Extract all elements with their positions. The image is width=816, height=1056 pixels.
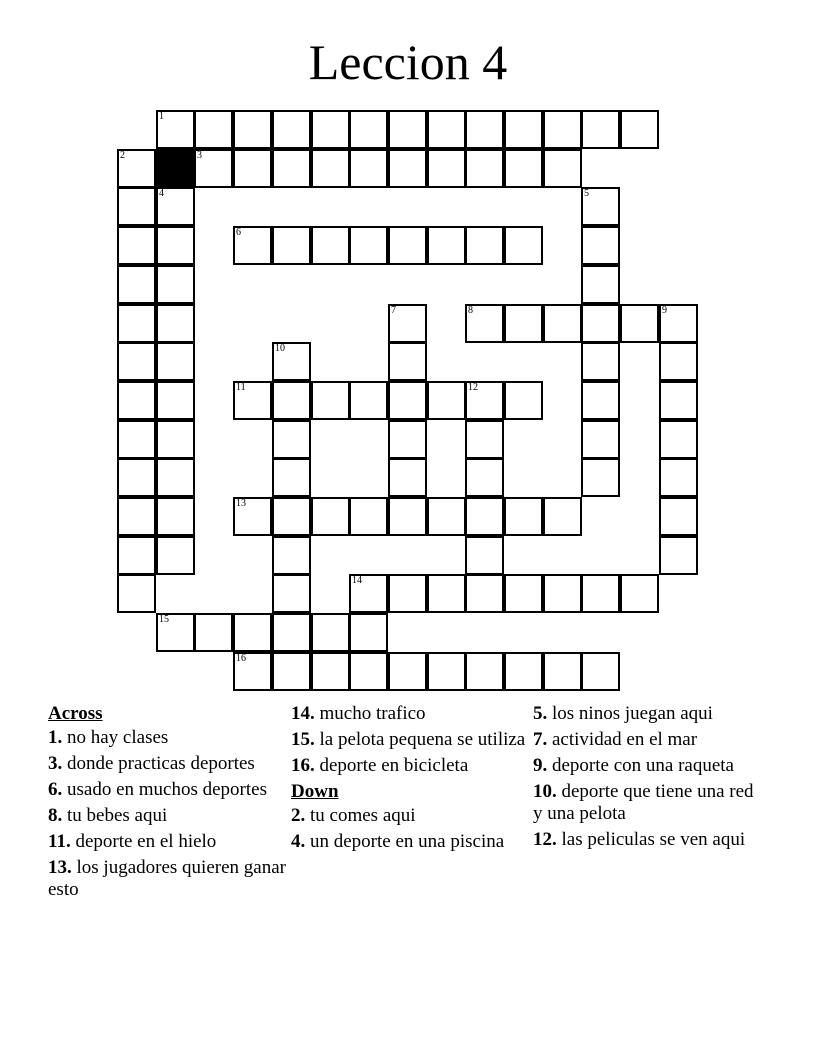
grid-cell[interactable]: [117, 420, 156, 459]
clue-text: las peliculas se ven aqui: [556, 829, 746, 850]
grid-cell[interactable]: [388, 381, 427, 420]
grid-cell[interactable]: [349, 149, 388, 188]
clues-column-3: [533, 703, 763, 855]
grid-cell[interactable]: [465, 304, 504, 343]
grid-cell[interactable]: [388, 652, 427, 691]
grid-cell[interactable]: [504, 381, 543, 420]
grid-cell[interactable]: [427, 497, 466, 536]
grid-cell[interactable]: [659, 304, 698, 343]
grid-cell[interactable]: [311, 226, 350, 265]
grid-cell[interactable]: [388, 110, 427, 149]
grid-cell[interactable]: [388, 420, 427, 459]
grid-cell[interactable]: [620, 574, 659, 613]
grid-cell[interactable]: [311, 381, 350, 420]
grid-cell[interactable]: [465, 226, 504, 265]
clue-number: 2: [120, 150, 125, 161]
grid-cell[interactable]: [349, 574, 388, 613]
clue: [533, 703, 763, 725]
grid-cell[interactable]: [156, 265, 195, 304]
grid-cell[interactable]: [388, 497, 427, 536]
grid-cell[interactable]: [272, 458, 311, 497]
grid-cell[interactable]: [117, 458, 156, 497]
grid-cell[interactable]: [465, 110, 504, 149]
grid-cell[interactable]: [156, 110, 195, 149]
clue-num: 7.: [533, 729, 548, 750]
grid-cell[interactable]: [543, 652, 582, 691]
grid-cell[interactable]: [543, 110, 582, 149]
grid-cell[interactable]: [117, 304, 156, 343]
grid-cell[interactable]: [156, 342, 195, 381]
clue: [533, 829, 763, 851]
clue-text: mucho trafico: [314, 703, 426, 724]
clues-column-2: [291, 703, 531, 857]
grid-cell[interactable]: [581, 381, 620, 420]
grid-cell[interactable]: [504, 574, 543, 613]
grid-cell[interactable]: [156, 497, 195, 536]
grid-cell[interactable]: [349, 226, 388, 265]
grid-cell[interactable]: [504, 497, 543, 536]
grid-cell[interactable]: [156, 613, 195, 652]
grid-cell[interactable]: [427, 381, 466, 420]
clue-number: 9: [662, 305, 667, 316]
grid-cell[interactable]: [117, 574, 156, 613]
clue: [48, 753, 288, 775]
across-heading: Across: [48, 703, 103, 724]
clue: [48, 805, 288, 827]
grid-cell[interactable]: [349, 110, 388, 149]
grid-cell[interactable]: [349, 613, 388, 652]
clue-text: donde practicas deportes: [62, 753, 255, 774]
clue-number: 5: [584, 188, 589, 199]
grid-cell[interactable]: [427, 110, 466, 149]
grid-cell[interactable]: [504, 652, 543, 691]
grid-cell[interactable]: [388, 304, 427, 343]
grid-cell[interactable]: [465, 149, 504, 188]
clue-number: 4: [159, 188, 164, 199]
clue: [291, 805, 531, 827]
clue-number: 8: [468, 305, 473, 316]
grid-cell[interactable]: [117, 381, 156, 420]
clue-number: 7: [391, 305, 396, 316]
clue-text: los jugadores quieren ganar esto: [48, 857, 286, 900]
clue-number: 14: [352, 575, 362, 586]
clue-num: 3.: [48, 753, 63, 774]
clue-text: tu bebes aqui: [62, 805, 168, 826]
clue-text: deporte en bicicleta: [314, 755, 469, 776]
grid-cell[interactable]: [233, 226, 272, 265]
clue-num: 12.: [533, 829, 557, 850]
grid-cell[interactable]: [117, 497, 156, 536]
clue-text: usado en muchos deportes: [62, 779, 267, 800]
grid-cell[interactable]: [272, 149, 311, 188]
clue-num: 2.: [291, 805, 306, 826]
grid-cell[interactable]: [659, 342, 698, 381]
grid-cell[interactable]: [272, 497, 311, 536]
clue: [291, 729, 531, 751]
clue: [533, 781, 763, 825]
grid-cell[interactable]: [427, 149, 466, 188]
grid-cell[interactable]: [504, 110, 543, 149]
grid-cell[interactable]: [272, 613, 311, 652]
clue-number: 1: [159, 111, 164, 122]
clue: [291, 703, 531, 725]
grid-cell[interactable]: [581, 265, 620, 304]
grid-cell[interactable]: [272, 342, 311, 381]
grid-cell[interactable]: [581, 420, 620, 459]
grid-cell[interactable]: [388, 574, 427, 613]
grid-cell[interactable]: [659, 458, 698, 497]
grid-cell[interactable]: [388, 149, 427, 188]
grid-cell[interactable]: [117, 226, 156, 265]
clue: [291, 831, 531, 853]
grid-cell[interactable]: [117, 342, 156, 381]
clue: [48, 831, 288, 853]
clue-number: 12: [468, 382, 478, 393]
grid-cell[interactable]: [233, 149, 272, 188]
clue-num: 15.: [291, 729, 315, 750]
grid-cell[interactable]: [233, 381, 272, 420]
grid-cell[interactable]: [543, 149, 582, 188]
clue-num: 1.: [48, 727, 63, 748]
clue-text: deporte en el hielo: [70, 831, 217, 852]
clues-column-1: [48, 703, 288, 905]
grid-cell[interactable]: [233, 613, 272, 652]
grid-cell[interactable]: [581, 458, 620, 497]
clue-text: los ninos juegan aqui: [547, 703, 713, 724]
grid-cell[interactable]: [427, 574, 466, 613]
grid-cell[interactable]: [117, 265, 156, 304]
grid-cell[interactable]: [156, 536, 195, 575]
grid-cell[interactable]: [581, 304, 620, 343]
clue-num: 11.: [48, 831, 71, 852]
grid-cell[interactable]: [272, 226, 311, 265]
grid-cell[interactable]: [233, 652, 272, 691]
grid-cell[interactable]: [465, 458, 504, 497]
clue-number: 11: [236, 382, 246, 393]
grid-cell[interactable]: [272, 381, 311, 420]
grid-cell[interactable]: [156, 458, 195, 497]
grid-cell[interactable]: [504, 149, 543, 188]
grid-cell[interactable]: [388, 458, 427, 497]
puzzle-title: Leccion 4: [308, 34, 508, 90]
clue-text: actividad en el mar: [547, 729, 698, 750]
grid-cell[interactable]: [581, 226, 620, 265]
clue: [533, 729, 763, 751]
clue-text: la pelota pequena se utiliza: [314, 729, 526, 750]
grid-cell[interactable]: [233, 110, 272, 149]
grid-cell[interactable]: [465, 497, 504, 536]
grid-cell[interactable]: [272, 110, 311, 149]
grid-cell[interactable]: [311, 497, 350, 536]
grid-cell[interactable]: [659, 381, 698, 420]
grid-cell[interactable]: [581, 574, 620, 613]
clue: [291, 755, 531, 777]
clue: [533, 755, 763, 777]
grid-cell[interactable]: [620, 110, 659, 149]
grid-cell[interactable]: [311, 613, 350, 652]
grid-cell[interactable]: [156, 187, 195, 226]
grid-cell[interactable]: [504, 226, 543, 265]
clue-text: tu comes aqui: [305, 805, 416, 826]
clue-num: 4.: [291, 831, 306, 852]
grid-cell[interactable]: [504, 304, 543, 343]
grid-cell[interactable]: [349, 652, 388, 691]
grid-cell[interactable]: [543, 497, 582, 536]
grid-cell[interactable]: [581, 110, 620, 149]
grid-cell[interactable]: [117, 187, 156, 226]
grid-cell[interactable]: [543, 304, 582, 343]
clue-text: no hay clases: [62, 727, 169, 748]
clue-num: 10.: [533, 781, 557, 802]
clue: [48, 779, 288, 801]
grid-cell[interactable]: [233, 497, 272, 536]
grid-cell[interactable]: [117, 536, 156, 575]
grid-cell[interactable]: [156, 226, 195, 265]
grid-cell[interactable]: [581, 187, 620, 226]
grid-cell[interactable]: [194, 613, 233, 652]
grid-cell[interactable]: [194, 110, 233, 149]
clue-num: 13.: [48, 857, 72, 878]
grid-cell[interactable]: [465, 381, 504, 420]
black-cell: [156, 149, 195, 188]
clue-num: 6.: [48, 779, 63, 800]
grid-cell[interactable]: [156, 381, 195, 420]
grid-cell[interactable]: [349, 381, 388, 420]
grid-cell[interactable]: [388, 342, 427, 381]
grid-cell[interactable]: [581, 342, 620, 381]
clue-text: deporte con una raqueta: [547, 755, 734, 776]
grid-cell[interactable]: [349, 497, 388, 536]
down-heading: Down: [291, 781, 339, 802]
clue-number: 16: [236, 653, 246, 664]
grid-cell[interactable]: [272, 574, 311, 613]
grid-cell[interactable]: [581, 652, 620, 691]
grid-cell[interactable]: [465, 652, 504, 691]
clue-num: 5.: [533, 703, 548, 724]
clue-text: un deporte en una piscina: [305, 831, 505, 852]
grid-cell[interactable]: [272, 536, 311, 575]
grid-cell[interactable]: [427, 652, 466, 691]
grid-cell[interactable]: [388, 226, 427, 265]
grid-cell[interactable]: [659, 420, 698, 459]
clue-number: 3: [197, 150, 202, 161]
clue-number: 13: [236, 498, 246, 509]
clue-num: 14.: [291, 703, 315, 724]
clue-num: 16.: [291, 755, 315, 776]
grid-cell[interactable]: [465, 536, 504, 575]
clue-num: 9.: [533, 755, 548, 776]
clue-number: 10: [275, 343, 285, 354]
clue-number: 15: [159, 614, 169, 625]
grid-cell[interactable]: [311, 110, 350, 149]
grid-cell[interactable]: [427, 226, 466, 265]
grid-cell[interactable]: [659, 497, 698, 536]
grid-cell[interactable]: [465, 420, 504, 459]
grid-cell[interactable]: [311, 149, 350, 188]
grid-cell[interactable]: [543, 574, 582, 613]
grid-cell[interactable]: [659, 536, 698, 575]
clue-text: deporte que tiene una red y una pelota: [533, 781, 754, 824]
grid-cell[interactable]: [311, 652, 350, 691]
clue-number: 6: [236, 227, 241, 238]
grid-cell[interactable]: [465, 574, 504, 613]
grid-cell[interactable]: [117, 149, 156, 188]
clue: [48, 857, 288, 901]
grid-cell[interactable]: [194, 149, 233, 188]
grid-cell[interactable]: [156, 304, 195, 343]
clue: [48, 727, 288, 749]
clue-num: 8.: [48, 805, 63, 826]
grid-cell[interactable]: [272, 652, 311, 691]
grid-cell[interactable]: [620, 304, 659, 343]
grid-cell[interactable]: [272, 420, 311, 459]
grid-cell[interactable]: [156, 420, 195, 459]
